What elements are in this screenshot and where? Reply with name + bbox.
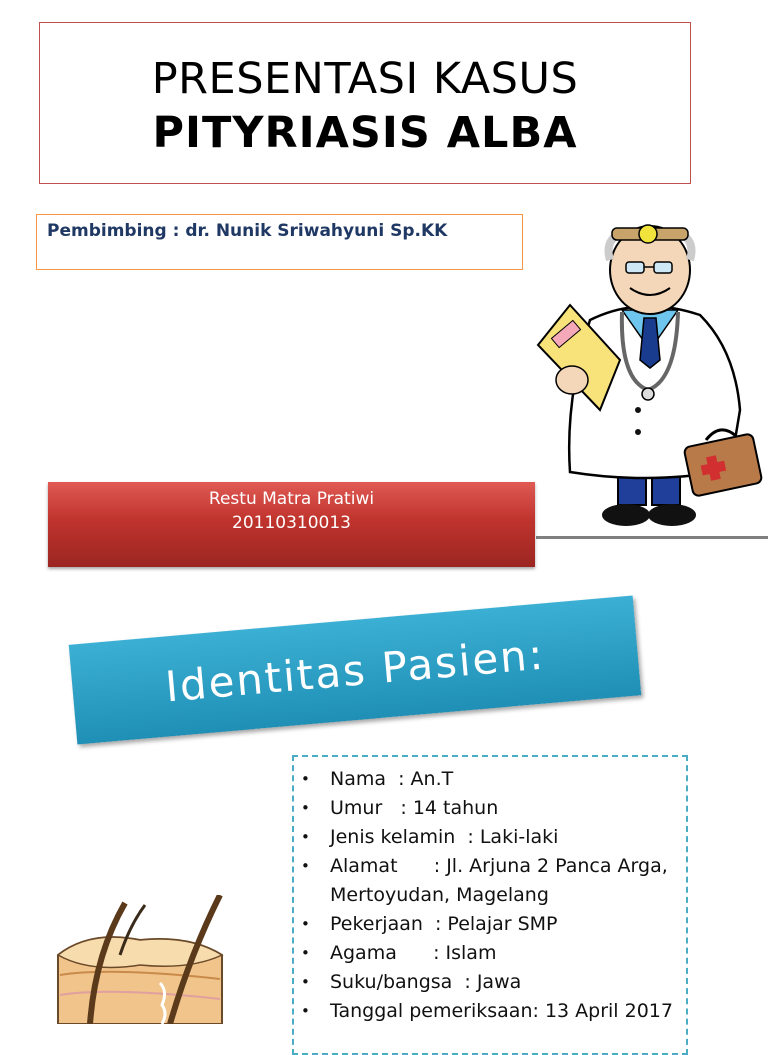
bullet-icon: • xyxy=(301,770,310,788)
identity-item-umur: • Umur : 14 tahun xyxy=(294,794,690,823)
patient-identity-list xyxy=(294,765,698,1026)
bullet-icon: • xyxy=(301,857,310,875)
presenter-name: Restu Matra Pratiwi xyxy=(208,489,375,509)
bullet-icon: • xyxy=(301,944,310,962)
patient-identity-box xyxy=(292,755,698,1055)
advisor-box xyxy=(36,214,523,270)
identity-item-suku-bangsa: • Suku/bangsa : Jawa xyxy=(294,968,690,997)
section-banner-title: Identitas Pasien: xyxy=(163,629,547,712)
identity-item-pekerjaan: • Pekerjaan : Pelajar SMP xyxy=(294,910,690,939)
title-line-2: PITYRIASIS ALBA xyxy=(152,108,578,158)
presenter-id: 20110310013 xyxy=(232,513,351,533)
identity-item-jenis-kelamin: • Jenis kelamin : Laki-laki xyxy=(294,823,690,852)
bullet-icon: • xyxy=(301,973,310,991)
title-box xyxy=(39,22,691,184)
bullet-icon: • xyxy=(301,828,310,846)
skin-cross-section-illustration xyxy=(50,895,230,1024)
bullet-icon: • xyxy=(301,799,310,817)
advisor-text: Pembimbing : dr. Nunik Sriwahyuni Sp.KK xyxy=(47,221,448,241)
identity-item-tanggal-pemeriksaan: • Tanggal pemeriksaan: 13 April 2017 xyxy=(294,997,690,1026)
identity-item-nama: • Nama : An.T xyxy=(294,765,690,794)
identity-item-agama: • Agama : Islam xyxy=(294,939,690,968)
doctor-illustration xyxy=(530,210,766,540)
presenter-box xyxy=(48,482,535,567)
title-line-1: PRESENTASI KASUS xyxy=(151,54,579,104)
floor-line xyxy=(536,536,768,539)
section-banner xyxy=(69,596,642,745)
identity-item-alamat: • Alamat : Jl. Arjuna 2 Panca Arga, Mertoyudan, Magelang xyxy=(294,852,690,910)
bullet-icon: • xyxy=(301,1002,310,1020)
bullet-icon: • xyxy=(301,915,310,933)
